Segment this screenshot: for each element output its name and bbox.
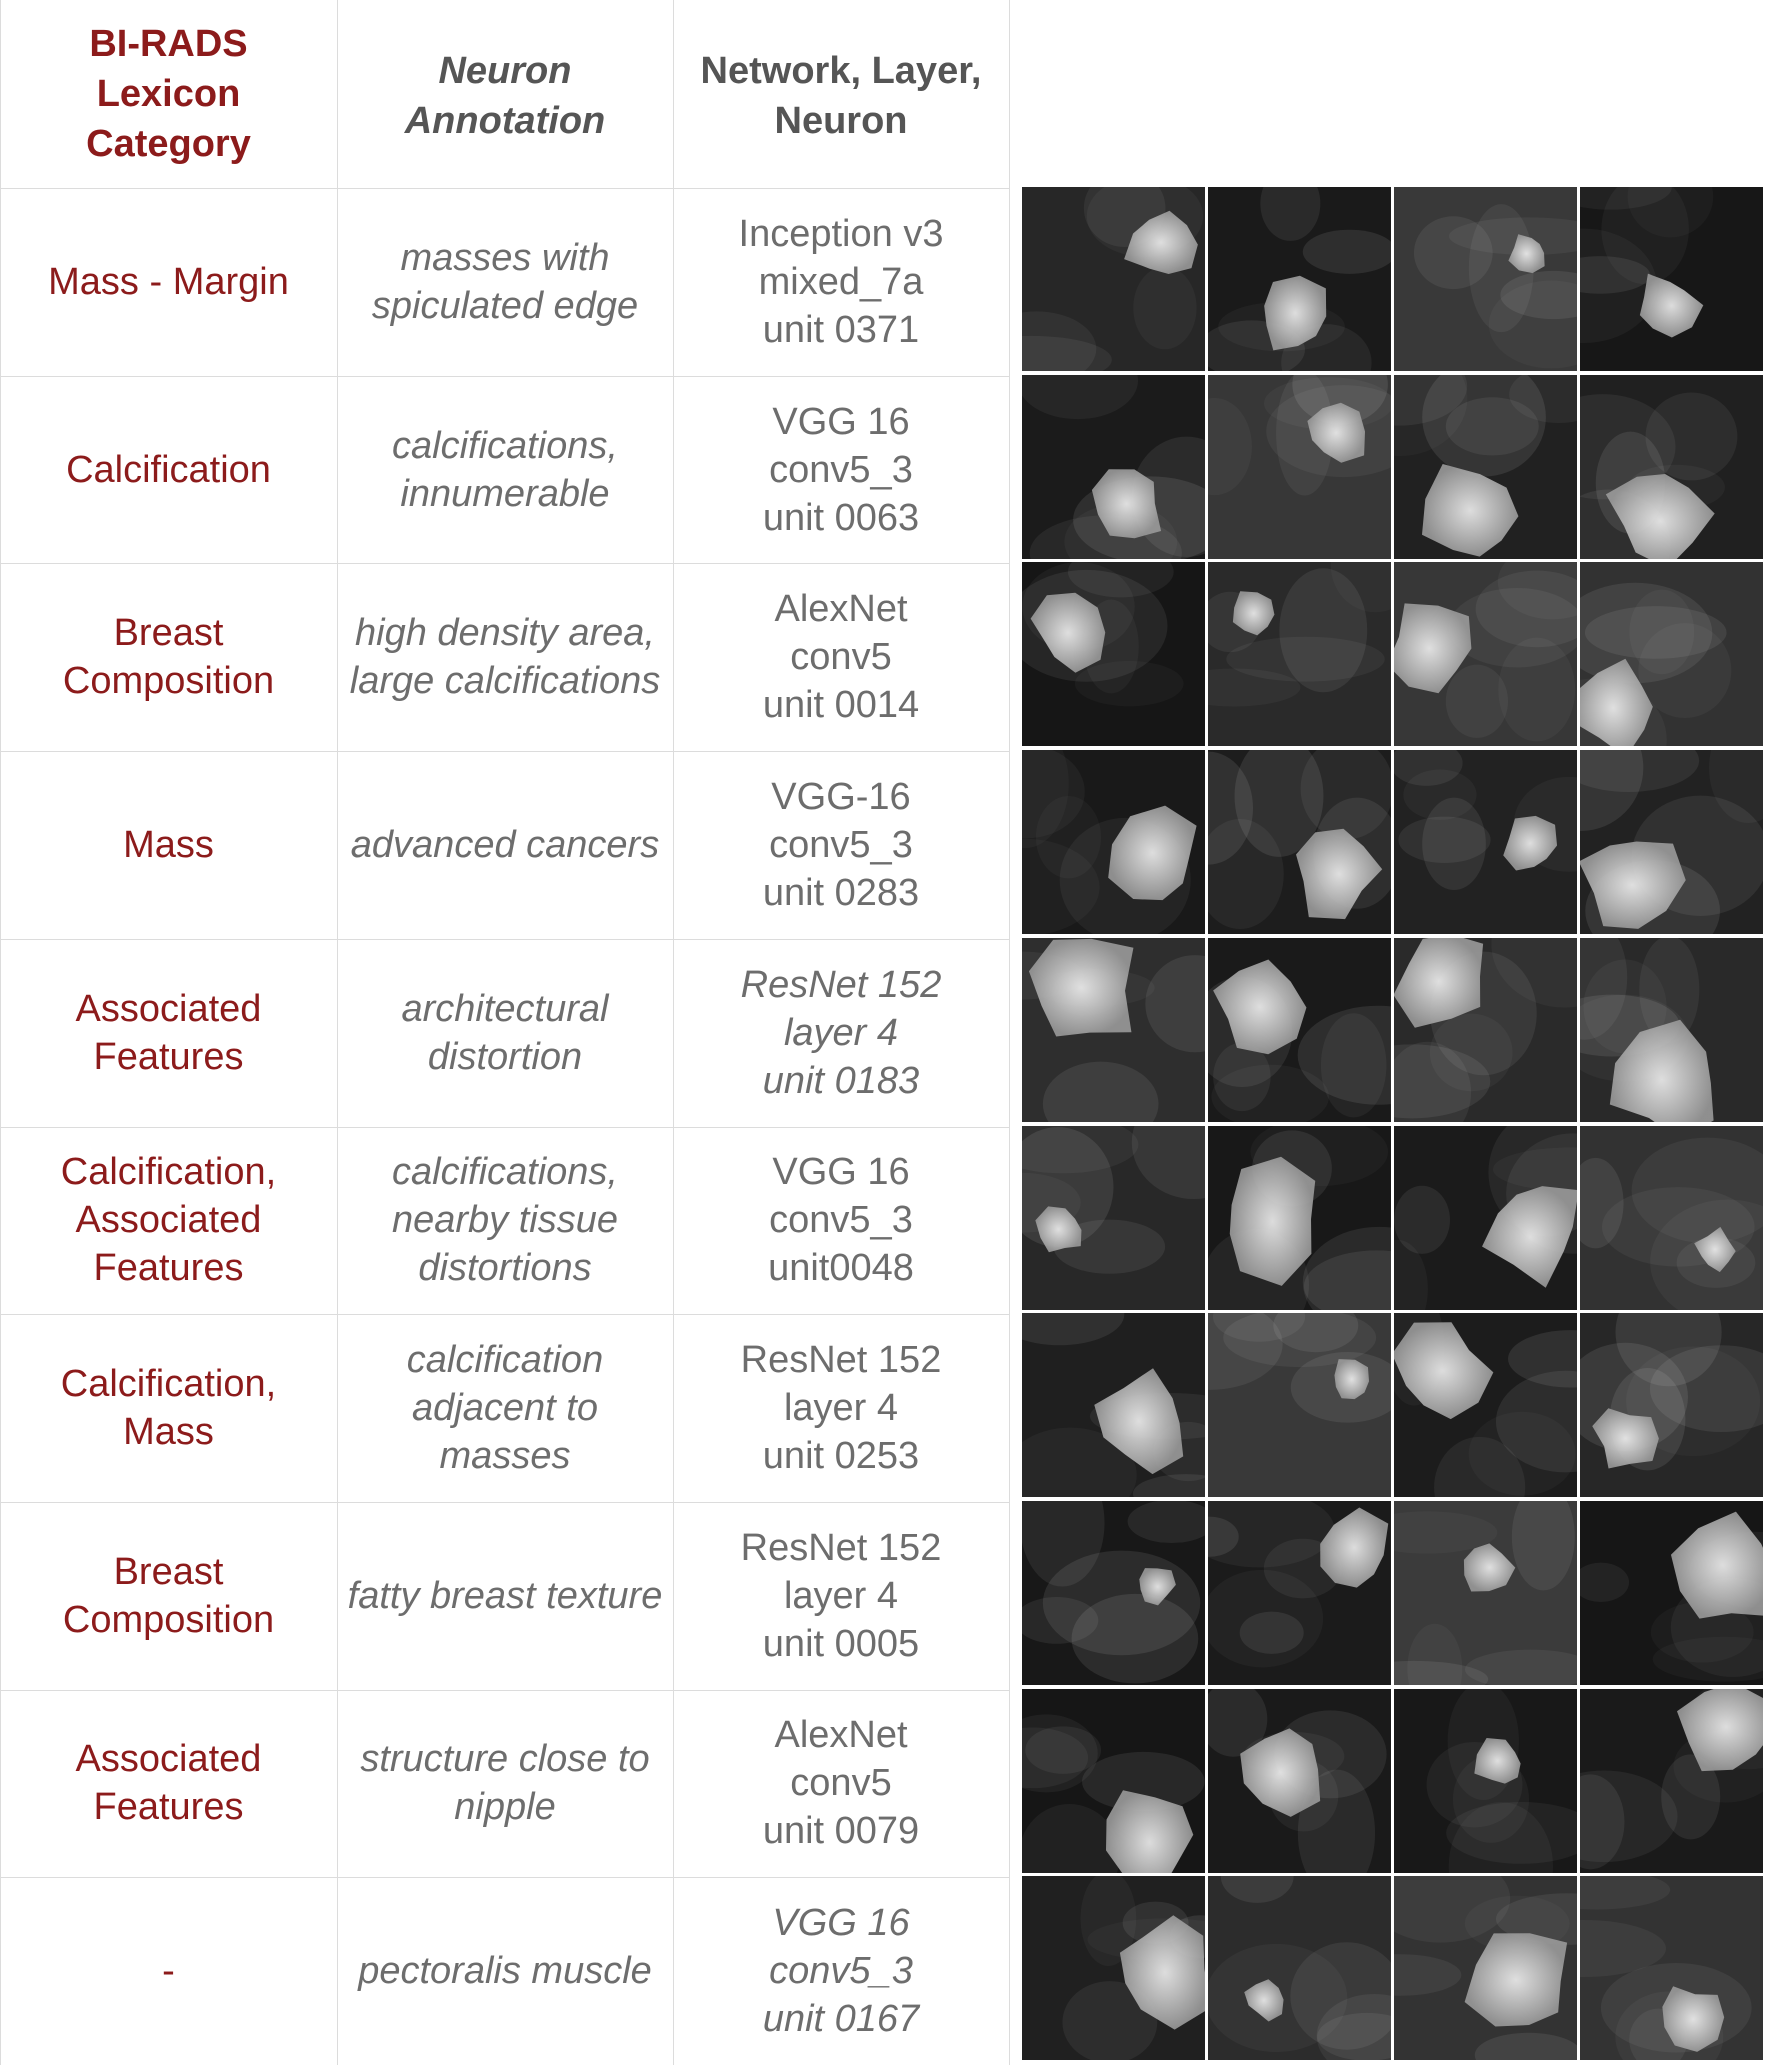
annotation-cell-text: calcifications, nearby tissue distortions [391, 1151, 618, 1290]
category-cell-text: Associated Features [75, 1738, 262, 1829]
annotation-cell-text: calcification adjacent to masses [406, 1339, 604, 1478]
annotation-cell-text: architectural distortion [401, 987, 609, 1078]
network-cell [673, 1502, 1009, 1690]
row-divider [0, 1690, 1009, 1691]
annotation-cell-text: fatty breast texture [347, 1574, 663, 1617]
activation-thumbnail [1580, 375, 1763, 559]
activation-thumbnail [1580, 1689, 1763, 1873]
activation-thumbnail [1208, 1126, 1391, 1310]
row-divider [0, 376, 1009, 377]
activation-thumbnail [1208, 562, 1391, 746]
activation-thumbnail [1208, 938, 1391, 1122]
annotation-cell [337, 1502, 673, 1690]
row-divider [0, 939, 1009, 940]
activation-thumbnail [1022, 750, 1205, 934]
activation-thumbnail [1394, 1126, 1577, 1310]
annotation-cell [337, 1690, 673, 1878]
network-cell-text: Inception v3 mixed_7a unit 0371 [738, 212, 944, 351]
activation-thumbnail [1394, 750, 1577, 934]
row-divider [0, 1127, 1009, 1128]
row-divider [0, 751, 1009, 752]
activation-thumbnail [1580, 938, 1763, 1122]
column-divider [337, 0, 338, 2065]
category-cell [0, 563, 337, 751]
network-cell-text: VGG 16 conv5_3 unit 0167 [762, 1902, 920, 2041]
network-cell [673, 1127, 1009, 1315]
annotation-cell [337, 188, 673, 376]
activation-thumbnail [1022, 1126, 1205, 1310]
network-cell-text: VGG 16 conv5_3 unit 0063 [762, 400, 920, 539]
activation-thumbnail [1580, 1126, 1763, 1310]
annotation-cell-text: masses with spiculated edge [371, 236, 639, 327]
activation-thumbnail [1580, 1313, 1763, 1497]
header-category: BI-RADS Lexicon Category [86, 23, 251, 165]
annotation-cell-text: structure close to nipple [360, 1738, 650, 1829]
activation-thumbnail [1208, 375, 1391, 559]
network-cell-text: VGG 16 conv5_3 unit0048 [768, 1151, 914, 1290]
category-cell [0, 1127, 337, 1315]
category-cell [0, 188, 337, 376]
network-cell [673, 939, 1009, 1127]
annotation-cell [337, 1877, 673, 2065]
category-cell [0, 939, 337, 1127]
category-cell-text: Associated Features [75, 987, 262, 1078]
column-divider [0, 0, 1, 2065]
annotation-cell [337, 1127, 673, 1315]
annotation-cell [337, 939, 673, 1127]
category-cell-text: Breast Composition [62, 612, 275, 703]
activation-thumbnail [1394, 1313, 1577, 1497]
annotation-cell [337, 376, 673, 564]
network-cell [673, 188, 1009, 376]
network-cell-text: ResNet 152 layer 4 unit 0253 [740, 1339, 942, 1478]
annotation-cell [337, 751, 673, 939]
network-cell-text: ResNet 152 layer 4 unit 0005 [740, 1526, 942, 1665]
activation-thumbnail [1580, 1876, 1763, 2060]
category-cell-text: Calcification, Mass [60, 1363, 277, 1454]
activation-thumbnail [1022, 938, 1205, 1122]
column-divider [673, 0, 674, 2065]
category-cell-text: - [162, 1950, 175, 1993]
row-divider [0, 1502, 1009, 1503]
row-divider [0, 1314, 1009, 1315]
activation-thumbnail [1022, 1876, 1205, 2060]
network-cell [673, 376, 1009, 564]
category-cell [0, 1690, 337, 1878]
category-cell [0, 376, 337, 564]
activation-thumbnail [1022, 187, 1205, 371]
annotation-cell-text: pectoralis muscle [358, 1950, 652, 1993]
category-cell-text: Calcification, Associated Features [60, 1151, 277, 1290]
activation-thumbnail [1394, 1501, 1577, 1685]
header-annotation: Neuron Annotation [404, 50, 606, 142]
activation-thumbnail [1022, 1689, 1205, 1873]
column-divider [1009, 0, 1010, 2065]
annotation-cell [337, 563, 673, 751]
annotation-cell-text: high density area, large calcifications [349, 612, 661, 703]
activation-thumbnail [1394, 1689, 1577, 1873]
annotation-cell [337, 1314, 673, 1502]
activation-thumbnail [1394, 1876, 1577, 2060]
activation-thumbnail [1208, 1876, 1391, 2060]
network-cell-text: AlexNet conv5 unit 0079 [762, 1714, 920, 1853]
activation-thumbnail [1580, 750, 1763, 934]
annotation-cell-text: calcifications, innumerable [392, 424, 618, 515]
network-cell-text: AlexNet conv5 unit 0014 [762, 588, 920, 727]
row-divider [0, 563, 1009, 564]
network-cell [673, 1690, 1009, 1878]
activation-thumbnail [1208, 187, 1391, 371]
activation-thumbnail [1394, 562, 1577, 746]
row-divider [0, 1877, 1009, 1878]
network-cell [673, 563, 1009, 751]
category-cell-text: Mass [123, 823, 214, 866]
header-network: Network, Layer, Neuron [700, 50, 982, 142]
category-cell [0, 1877, 337, 2065]
category-cell-text: Mass - Margin [48, 260, 289, 303]
category-cell [0, 1502, 337, 1690]
activation-thumbnail [1022, 1313, 1205, 1497]
activation-thumbnail [1394, 375, 1577, 559]
activation-thumbnail [1208, 750, 1391, 934]
category-cell-text: Calcification [66, 448, 271, 491]
activation-thumbnail [1022, 1501, 1205, 1685]
annotation-cell-text: advanced cancers [350, 823, 660, 866]
activation-thumbnail [1580, 562, 1763, 746]
category-cell-text: Breast Composition [62, 1550, 275, 1641]
activation-thumbnail [1022, 375, 1205, 559]
activation-thumbnail [1394, 938, 1577, 1122]
network-cell [673, 1877, 1009, 2065]
activation-thumbnail [1022, 562, 1205, 746]
activation-thumbnail [1208, 1689, 1391, 1873]
activation-thumbnail [1208, 1313, 1391, 1497]
header-divider [0, 188, 1009, 189]
category-cell [0, 751, 337, 939]
network-cell [673, 751, 1009, 939]
network-cell-text: ResNet 152 layer 4 unit 0183 [740, 963, 942, 1102]
activation-thumbnail [1580, 1501, 1763, 1685]
activation-thumbnail [1208, 1501, 1391, 1685]
network-cell [673, 1314, 1009, 1502]
activation-thumbnail [1580, 187, 1763, 371]
category-cell [0, 1314, 337, 1502]
network-cell-text: VGG-16 conv5_3 unit 0283 [762, 775, 920, 914]
activation-thumbnail [1394, 187, 1577, 371]
